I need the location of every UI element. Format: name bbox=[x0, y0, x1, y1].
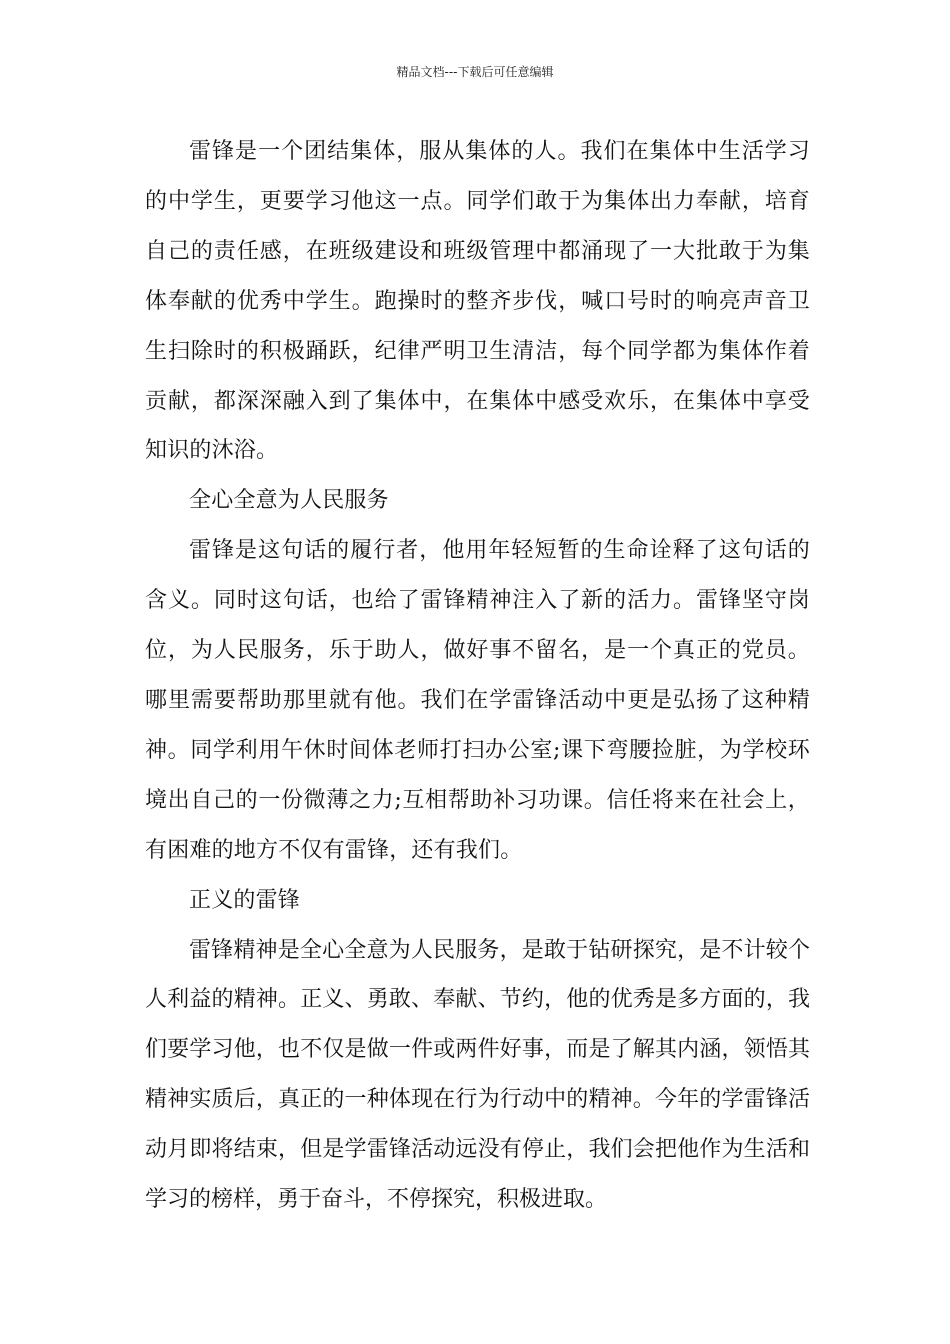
paragraph-righteous-leifeng: 雷锋精神是全心全意为人民服务，是敢于钻研探究，是不计较个人利益的精神。正义、勇敢、奉献、节约，他的优秀是多方面的，我们要学习他，也不仅是做一件或两件好事，而是了解其内涵，领悟其精神实质后，真正的一种体现在行为行动中的精神。今年的学雷锋活动月即将结束，但是学雷锋活动远没有停止，我们会把他作为生活和学习的榜样，勇于奋斗，不停探究，积极进取。 bbox=[145, 937, 810, 1213]
document-body bbox=[145, 127, 810, 1225]
section-heading-righteous-leifeng: 正义的雷锋 bbox=[189, 887, 301, 913]
section-heading-serve-people: 全心全意为人民服务 bbox=[189, 488, 389, 514]
paragraph-serve-people: 雷锋是这句话的履行者，他用年轻短暂的生命诠释了这句话的含义。同时这句话，也给了雷锋精神注入了新的活力。雷锋坚守岗位，为人民服务，乐于助人，做好事不留名，是一个真正的党员。哪里需要帮助那里就有他。我们在学雷锋活动中更是弘扬了这种精神。同学利用午休时间体老师打扫办公室;课下弯腰捡脏，为学校环境出自己的一份微薄之力;互相帮助补习功课。信任将来在社会上，有困难的地方不仅有雷锋，还有我们。 bbox=[145, 538, 810, 863]
paragraph-collective: 雷锋是一个团结集体，服从集体的人。我们在集体中生活学习的中学生，更要学习他这一点。同学们敢于为集体出力奉献，培育自己的责任感，在班级建设和班级管理中都涌现了一大批敢于为集体奉献的优秀中学生。跑操时的整齐步伐，喊口号时的响亮声音卫生扫除时的积极踊跃，纪律严明卫生清洁，每个同学都为集体作着贡献，都深深融入到了集体中，在集体中感受欢乐，在集体中享受知识的沐浴。 bbox=[145, 139, 810, 464]
page-header: 精品文档---下载后可任意编辑 bbox=[396, 65, 554, 79]
